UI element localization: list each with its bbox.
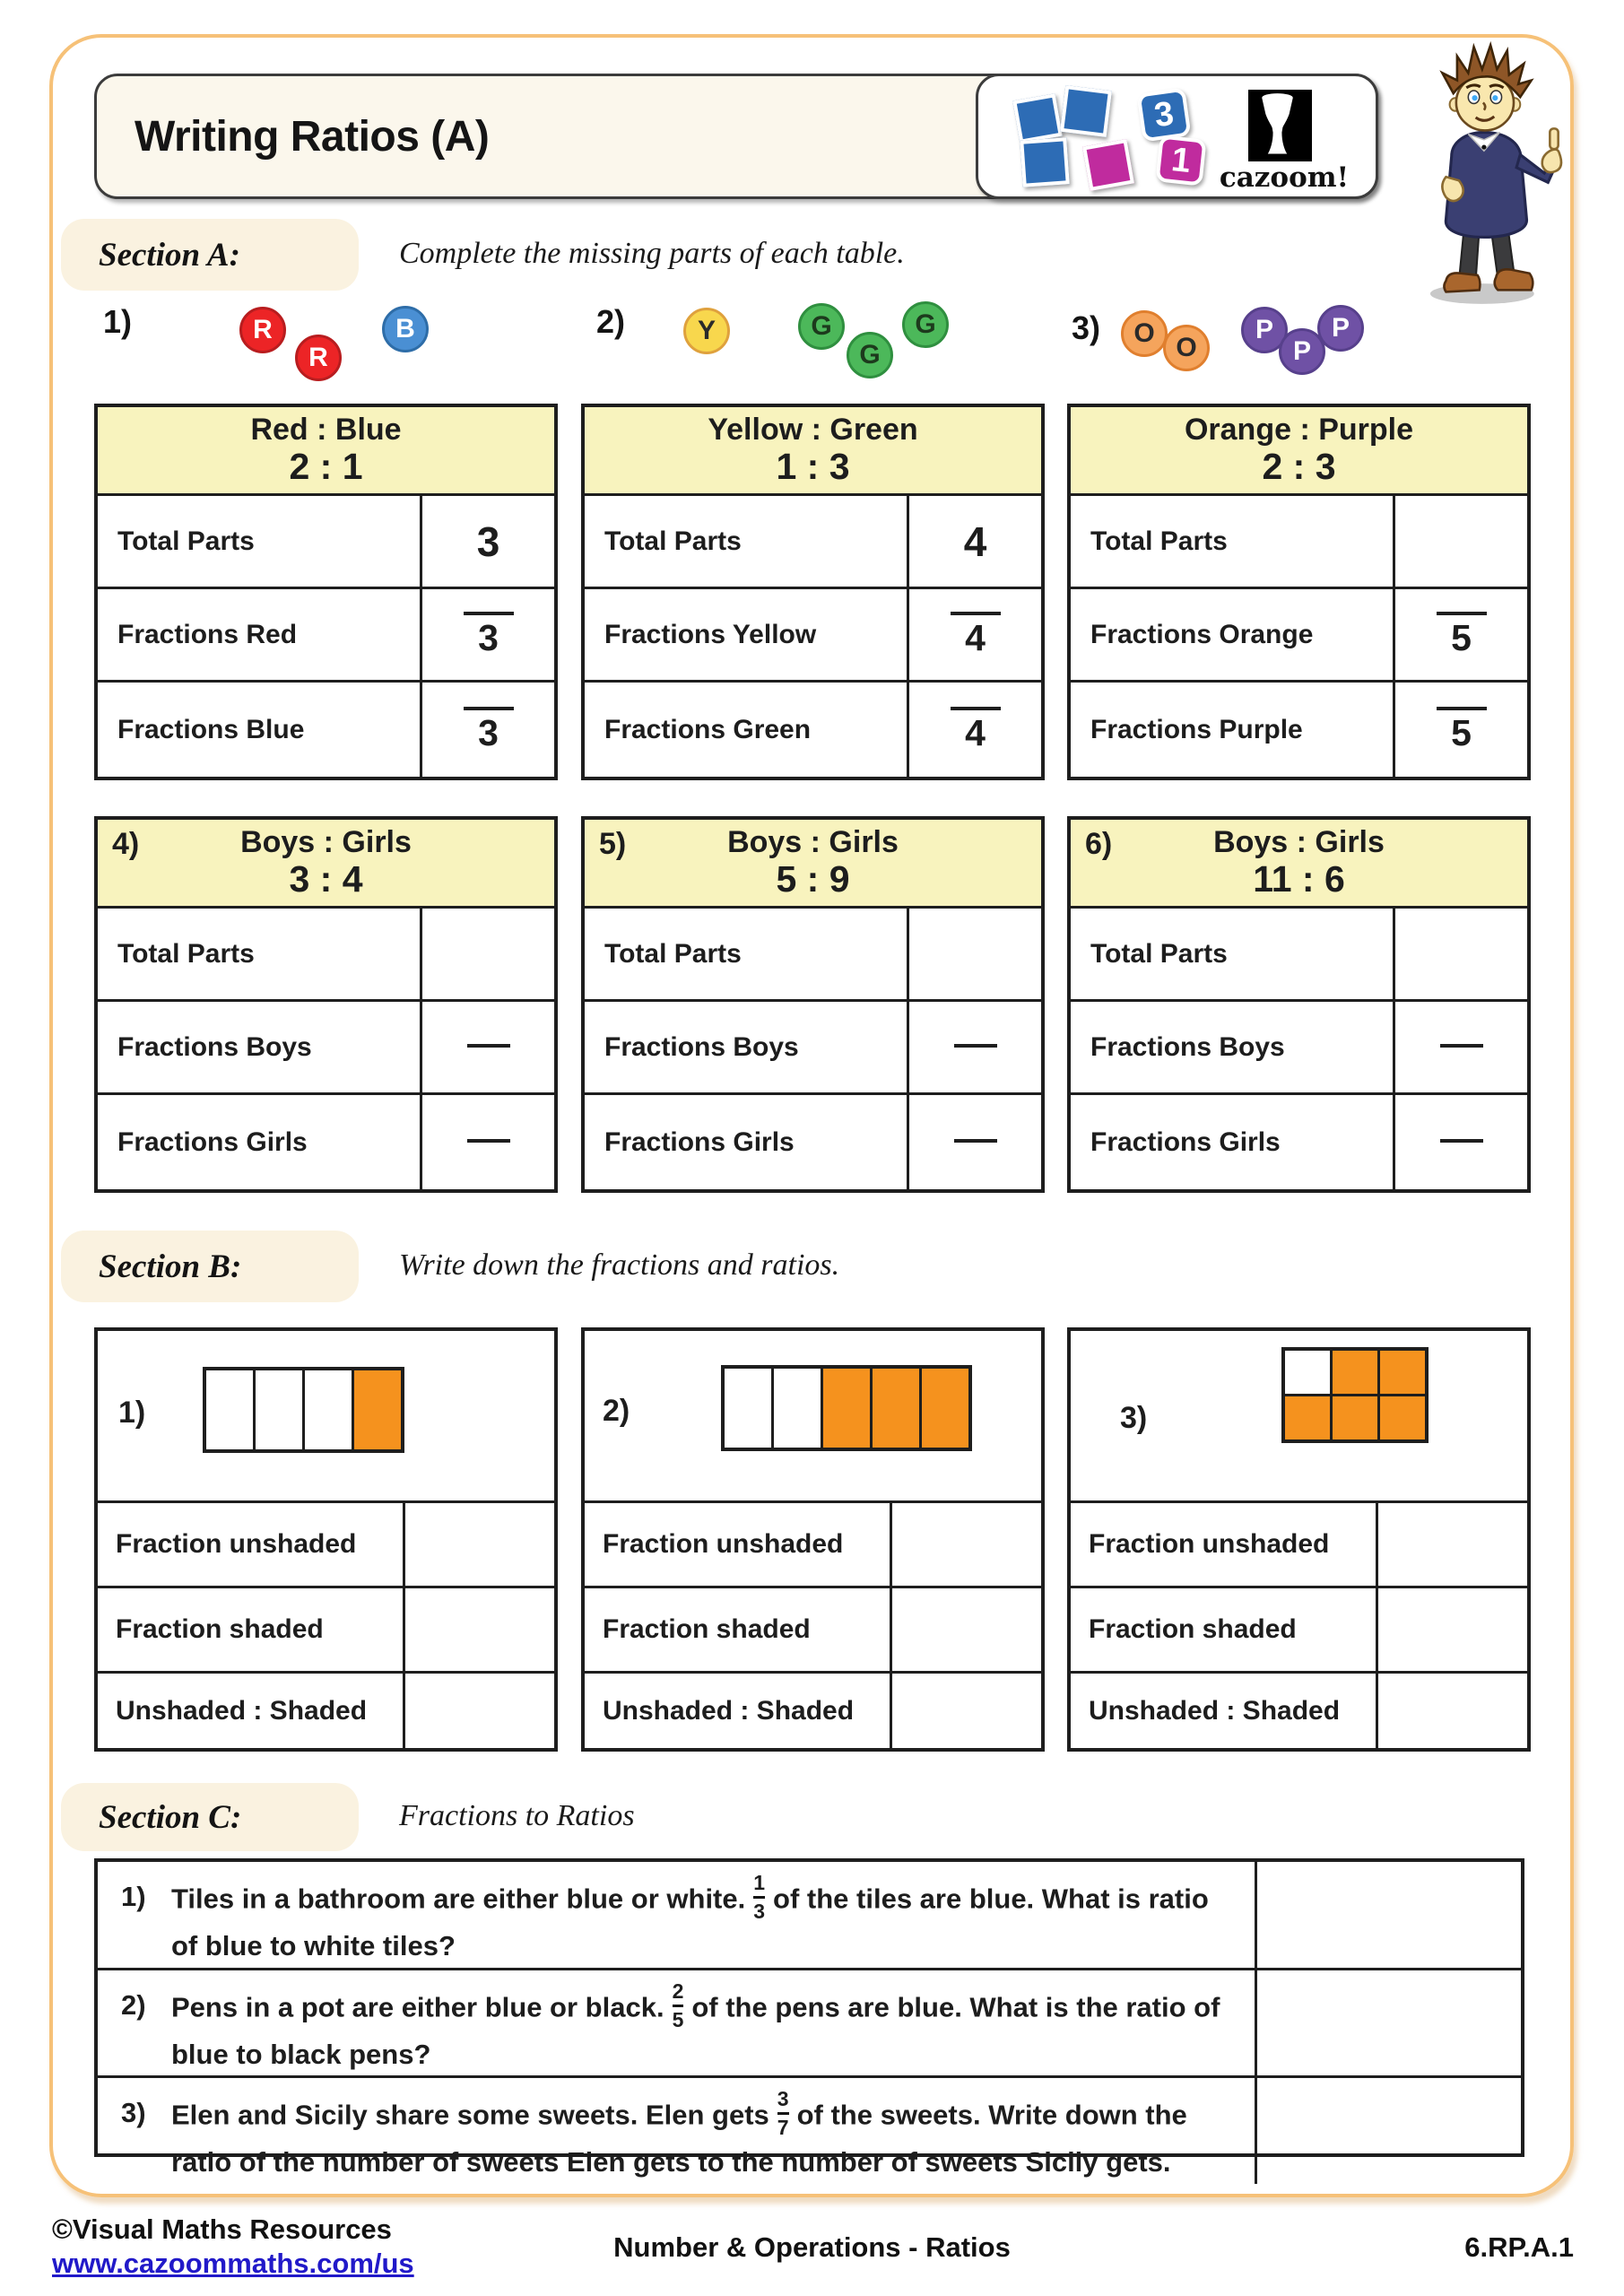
table-title: Boys : Girls xyxy=(240,825,412,860)
orange-counter: O xyxy=(1163,325,1210,371)
footer-website-link[interactable]: www.cazoommaths.com/us xyxy=(52,2248,414,2279)
answer-cell xyxy=(405,1503,554,1586)
ratio-table-yellow-green xyxy=(581,404,1045,780)
table-row xyxy=(585,909,1041,1002)
table-row xyxy=(98,1095,554,1189)
unshaded-cell xyxy=(305,1370,352,1449)
table-row xyxy=(98,683,554,777)
table-row xyxy=(585,496,1041,589)
shaded-cell xyxy=(1285,1396,1330,1439)
group-1-number: 1) xyxy=(103,303,133,340)
answer-cell: 4 xyxy=(963,517,987,565)
unshaded-cell xyxy=(256,1370,302,1449)
table-title: Boys : Girls xyxy=(1213,825,1385,860)
table-ratio: 2 : 3 xyxy=(1262,446,1336,488)
fraction-bar xyxy=(951,707,1001,710)
answer-cell xyxy=(422,1095,554,1189)
row-label: Total Parts xyxy=(1071,496,1395,587)
mascot-boy-illustration xyxy=(1392,38,1582,307)
logo-tile-1: 1 xyxy=(1155,135,1206,186)
row-label: Total Parts xyxy=(1071,909,1395,999)
table-title: Boys : Girls xyxy=(727,825,899,860)
yellow-counter: Y xyxy=(683,308,730,354)
purple-counter: P xyxy=(1241,307,1288,353)
shading-table-1 xyxy=(94,1327,558,1752)
row-label: Total Parts xyxy=(585,496,909,587)
table-title: Red : Blue xyxy=(250,413,402,448)
table-row xyxy=(585,1588,1041,1674)
table-row xyxy=(1071,909,1527,1002)
fraction-numerator: 1 xyxy=(753,1871,766,1894)
question-number: 3) xyxy=(121,2097,146,2128)
answer-cell xyxy=(1395,683,1527,777)
row-label: Fractions Girls xyxy=(98,1095,422,1189)
fraction-bar xyxy=(1437,612,1487,615)
group-3-number: 3) xyxy=(1072,309,1101,346)
ratio-table-orange-purple xyxy=(1067,404,1531,780)
row-label: Fractions Blue xyxy=(98,683,422,777)
question-number: 2) xyxy=(121,1988,146,2021)
ratio-table-4 xyxy=(94,816,558,1193)
fraction-numerator: 3 xyxy=(777,2087,789,2110)
row-label: Fractions Yellow xyxy=(585,589,909,680)
fraction-denominator: 4 xyxy=(965,616,986,658)
fraction-grid xyxy=(1281,1347,1429,1443)
ratio-table-header xyxy=(585,407,1041,496)
shape-number: 2) xyxy=(603,1394,630,1428)
row-label: Unshaded : Shaded xyxy=(98,1674,405,1748)
shape-panel xyxy=(585,1331,1041,1503)
answer-cell xyxy=(1378,1588,1527,1671)
fraction-bar xyxy=(467,1139,510,1143)
answer-cell xyxy=(892,1588,1041,1671)
ratio-table-5 xyxy=(581,816,1045,1193)
ratio-table-header xyxy=(98,407,554,496)
row-label: Fractions Boys xyxy=(1071,1002,1395,1092)
ratio-table-red-blue xyxy=(94,404,558,780)
fraction-denominator: 5 xyxy=(1451,711,1472,753)
fraction-denominator: 4 xyxy=(965,711,986,753)
row-label: Fractions Green xyxy=(585,683,909,777)
table-row xyxy=(98,1503,554,1588)
footer-standard-code: 6.RP.A.1 xyxy=(1464,2231,1574,2263)
question-text-before: Tiles in a bathroom are either blue or white. xyxy=(171,1883,746,1915)
question-text-after: of the sweets. Write down the ratio of the number of sweets Elen gets to the number of sweets Sicily gets. xyxy=(171,2099,1187,2178)
fraction-denominator: 3 xyxy=(753,1896,765,1922)
footer-topic: Number & Operations - Ratios xyxy=(613,2231,1011,2263)
section-c-label: Section C: xyxy=(99,1798,242,1836)
question-text-after: of the pens are blue. What is the ratio of blue to black pens? xyxy=(171,1991,1220,2070)
question-text xyxy=(171,2087,1238,2184)
shading-table-2 xyxy=(581,1327,1045,1752)
section-a-instruction: Complete the missing parts of each table. xyxy=(399,237,905,270)
fraction-bar xyxy=(464,612,514,615)
table-row xyxy=(98,1002,554,1095)
section-c-pill xyxy=(61,1783,359,1851)
shape-panel xyxy=(98,1331,554,1503)
answer-cell xyxy=(1395,496,1527,587)
table-row xyxy=(585,589,1041,683)
answer-cell xyxy=(422,909,554,999)
row-label: Unshaded : Shaded xyxy=(1071,1674,1378,1748)
unshaded-cell xyxy=(774,1369,821,1448)
answer-cell xyxy=(892,1674,1041,1748)
table-row xyxy=(98,909,554,1002)
row-label: Fractions Purple xyxy=(1071,683,1395,777)
table-row xyxy=(1071,589,1527,683)
unshaded-cell xyxy=(725,1369,771,1448)
table-number: 4) xyxy=(112,827,140,861)
answer-cell xyxy=(1257,1970,1521,2076)
fraction-bar xyxy=(464,707,514,710)
row-label: Fractions Girls xyxy=(1071,1095,1395,1189)
fraction-bar xyxy=(1440,1139,1483,1143)
section-b-instruction: Write down the fractions and ratios. xyxy=(399,1248,840,1282)
ratio-table-header xyxy=(1071,407,1527,496)
answer-cell xyxy=(1378,1674,1527,1748)
drum-icon xyxy=(1248,90,1312,161)
table-row xyxy=(1071,1588,1527,1674)
question-text-after: of the tiles are blue. What is ratio of blue to white tiles? xyxy=(171,1883,1209,1961)
green-counter: G xyxy=(902,301,949,348)
question-number: 1) xyxy=(121,1881,146,1912)
question-text xyxy=(171,1979,1238,2076)
shaded-cell xyxy=(823,1369,870,1448)
row-label: Fractions Red xyxy=(98,589,422,680)
row-label: Fraction unshaded xyxy=(98,1503,405,1586)
section-a-pill xyxy=(61,219,359,291)
table-row xyxy=(1071,1503,1527,1588)
fraction-denominator: 5 xyxy=(673,2005,684,2031)
row-label: Fractions Boys xyxy=(98,1002,422,1092)
green-counter: G xyxy=(847,332,893,378)
table-row xyxy=(1071,496,1527,589)
table-row xyxy=(1071,683,1527,777)
table-title: Orange : Purple xyxy=(1184,413,1414,448)
fraction-bar xyxy=(951,612,1001,615)
table-row xyxy=(98,496,554,589)
question-cell xyxy=(98,1970,1257,2076)
word-problems-table xyxy=(94,1858,1524,2178)
logo-blue-square-icon xyxy=(1020,137,1070,187)
table-number: 6) xyxy=(1085,827,1113,861)
row-label: Unshaded : Shaded xyxy=(585,1674,892,1748)
answer-cell xyxy=(1257,2078,1521,2184)
shading-table-3 xyxy=(1067,1327,1531,1752)
table-ratio: 3 : 4 xyxy=(289,858,363,900)
ratio-table-6 xyxy=(1067,816,1531,1193)
answer-cell xyxy=(1395,909,1527,999)
fraction-bar xyxy=(467,1044,510,1048)
fraction-bar xyxy=(954,1139,997,1143)
shaded-cell xyxy=(1333,1396,1377,1439)
row-label: Fraction unshaded xyxy=(585,1503,892,1586)
fraction-bar xyxy=(1437,707,1487,710)
green-counter: G xyxy=(798,303,845,350)
question-text-before: Pens in a pot are either blue or black. xyxy=(171,1991,664,2023)
red-counter: R xyxy=(239,307,286,353)
answer-cell xyxy=(909,589,1041,680)
purple-counter: P xyxy=(1317,305,1364,352)
row-label: Fraction shaded xyxy=(585,1588,892,1671)
answer-cell xyxy=(909,909,1041,999)
page-title: Writing Ratios (A) xyxy=(135,112,490,161)
shape-panel xyxy=(1071,1331,1527,1503)
fraction-numerator: 2 xyxy=(672,1979,684,2003)
shaded-cell xyxy=(1380,1351,1425,1394)
question-text-before: Elen and Sicily share some sweets. Elen gets xyxy=(171,2099,769,2131)
inline-fraction xyxy=(673,1981,684,2031)
unshaded-cell xyxy=(206,1370,253,1449)
fraction-strip xyxy=(203,1367,404,1453)
purple-counter: P xyxy=(1279,328,1325,375)
group-2-number: 2) xyxy=(596,303,626,340)
table-ratio: 2 : 1 xyxy=(289,446,363,488)
answer-cell xyxy=(909,1095,1041,1189)
cazoom-wordmark: cazoom! xyxy=(1219,161,1350,194)
logo-blue-square-icon xyxy=(1060,85,1112,137)
shaded-cell xyxy=(1333,1351,1377,1394)
answer-cell xyxy=(909,683,1041,777)
logo-tile-3: 3 xyxy=(1137,88,1192,143)
logo-magenta-square-icon xyxy=(1082,139,1134,191)
question-row xyxy=(98,1970,1521,2079)
blue-counter: B xyxy=(382,306,429,352)
shape-number: 1) xyxy=(118,1396,146,1430)
shape-number: 3) xyxy=(1120,1401,1148,1435)
answer-cell xyxy=(1378,1503,1527,1586)
answer-cell xyxy=(422,589,554,680)
row-label: Fraction unshaded xyxy=(1071,1503,1378,1586)
question-text xyxy=(171,1871,1238,1968)
question-cell xyxy=(98,2078,1257,2184)
shaded-cell xyxy=(354,1370,401,1449)
row-label: Fraction shaded xyxy=(98,1588,405,1671)
table-ratio: 11 : 6 xyxy=(1253,858,1345,900)
table-ratio: 1 : 3 xyxy=(776,446,850,488)
question-row xyxy=(98,1862,1521,1970)
answer-cell xyxy=(405,1674,554,1748)
fraction-denominator: 5 xyxy=(1451,616,1472,658)
table-row xyxy=(98,1588,554,1674)
orange-counter: O xyxy=(1121,310,1168,357)
answer-cell xyxy=(422,1002,554,1092)
answer-cell xyxy=(1395,1002,1527,1092)
fraction-strip xyxy=(721,1365,972,1451)
row-label: Fraction shaded xyxy=(1071,1588,1378,1671)
row-label: Fractions Orange xyxy=(1071,589,1395,680)
ratio-table-header xyxy=(98,820,554,909)
section-c-instruction: Fractions to Ratios xyxy=(399,1799,635,1832)
table-row xyxy=(98,1674,554,1748)
inline-fraction xyxy=(777,2089,789,2138)
ratio-table-header xyxy=(1071,820,1527,909)
table-row xyxy=(585,1002,1041,1095)
section-b-label: Section B: xyxy=(99,1248,242,1285)
table-row xyxy=(585,1095,1041,1189)
row-label: Total Parts xyxy=(585,909,909,999)
table-row xyxy=(1071,1095,1527,1189)
shaded-cell xyxy=(922,1369,968,1448)
unshaded-cell xyxy=(1285,1351,1330,1394)
answer-cell xyxy=(1395,589,1527,680)
footer-copyright: ©Visual Maths Resources xyxy=(52,2213,392,2245)
row-label: Fractions Boys xyxy=(585,1002,909,1092)
row-label: Fractions Girls xyxy=(585,1095,909,1189)
answer-cell xyxy=(909,1002,1041,1092)
shaded-cell xyxy=(1380,1396,1425,1439)
red-counter: R xyxy=(295,335,342,381)
shaded-cell xyxy=(873,1369,919,1448)
section-b-pill xyxy=(61,1231,359,1302)
answer-cell xyxy=(422,683,554,777)
row-label: Total Parts xyxy=(98,909,422,999)
question-cell xyxy=(98,1862,1257,1968)
table-row xyxy=(585,1674,1041,1748)
ratio-table-header xyxy=(585,820,1041,909)
fraction-bar xyxy=(1440,1044,1483,1048)
table-number: 5) xyxy=(599,827,627,861)
logo-blue-square-icon xyxy=(1012,93,1063,144)
answer-cell xyxy=(1395,1095,1527,1189)
answer-cell: 3 xyxy=(476,517,500,565)
fraction-bar xyxy=(954,1044,997,1048)
answer-cell xyxy=(405,1588,554,1671)
table-row xyxy=(1071,1002,1527,1095)
fraction-denominator: 7 xyxy=(777,2112,789,2138)
table-row xyxy=(98,589,554,683)
row-label: Total Parts xyxy=(98,496,422,587)
table-title: Yellow : Green xyxy=(708,413,918,448)
answer-cell xyxy=(892,1503,1041,1586)
table-row xyxy=(585,683,1041,777)
section-a-label: Section A: xyxy=(99,236,240,274)
answer-cell xyxy=(1257,1862,1521,1968)
fraction-denominator: 3 xyxy=(478,616,499,658)
fraction-denominator: 3 xyxy=(478,711,499,753)
table-ratio: 5 : 9 xyxy=(776,858,850,900)
question-row xyxy=(98,2078,1521,2184)
table-row xyxy=(1071,1674,1527,1748)
inline-fraction xyxy=(753,1873,765,1922)
table-row xyxy=(585,1503,1041,1588)
